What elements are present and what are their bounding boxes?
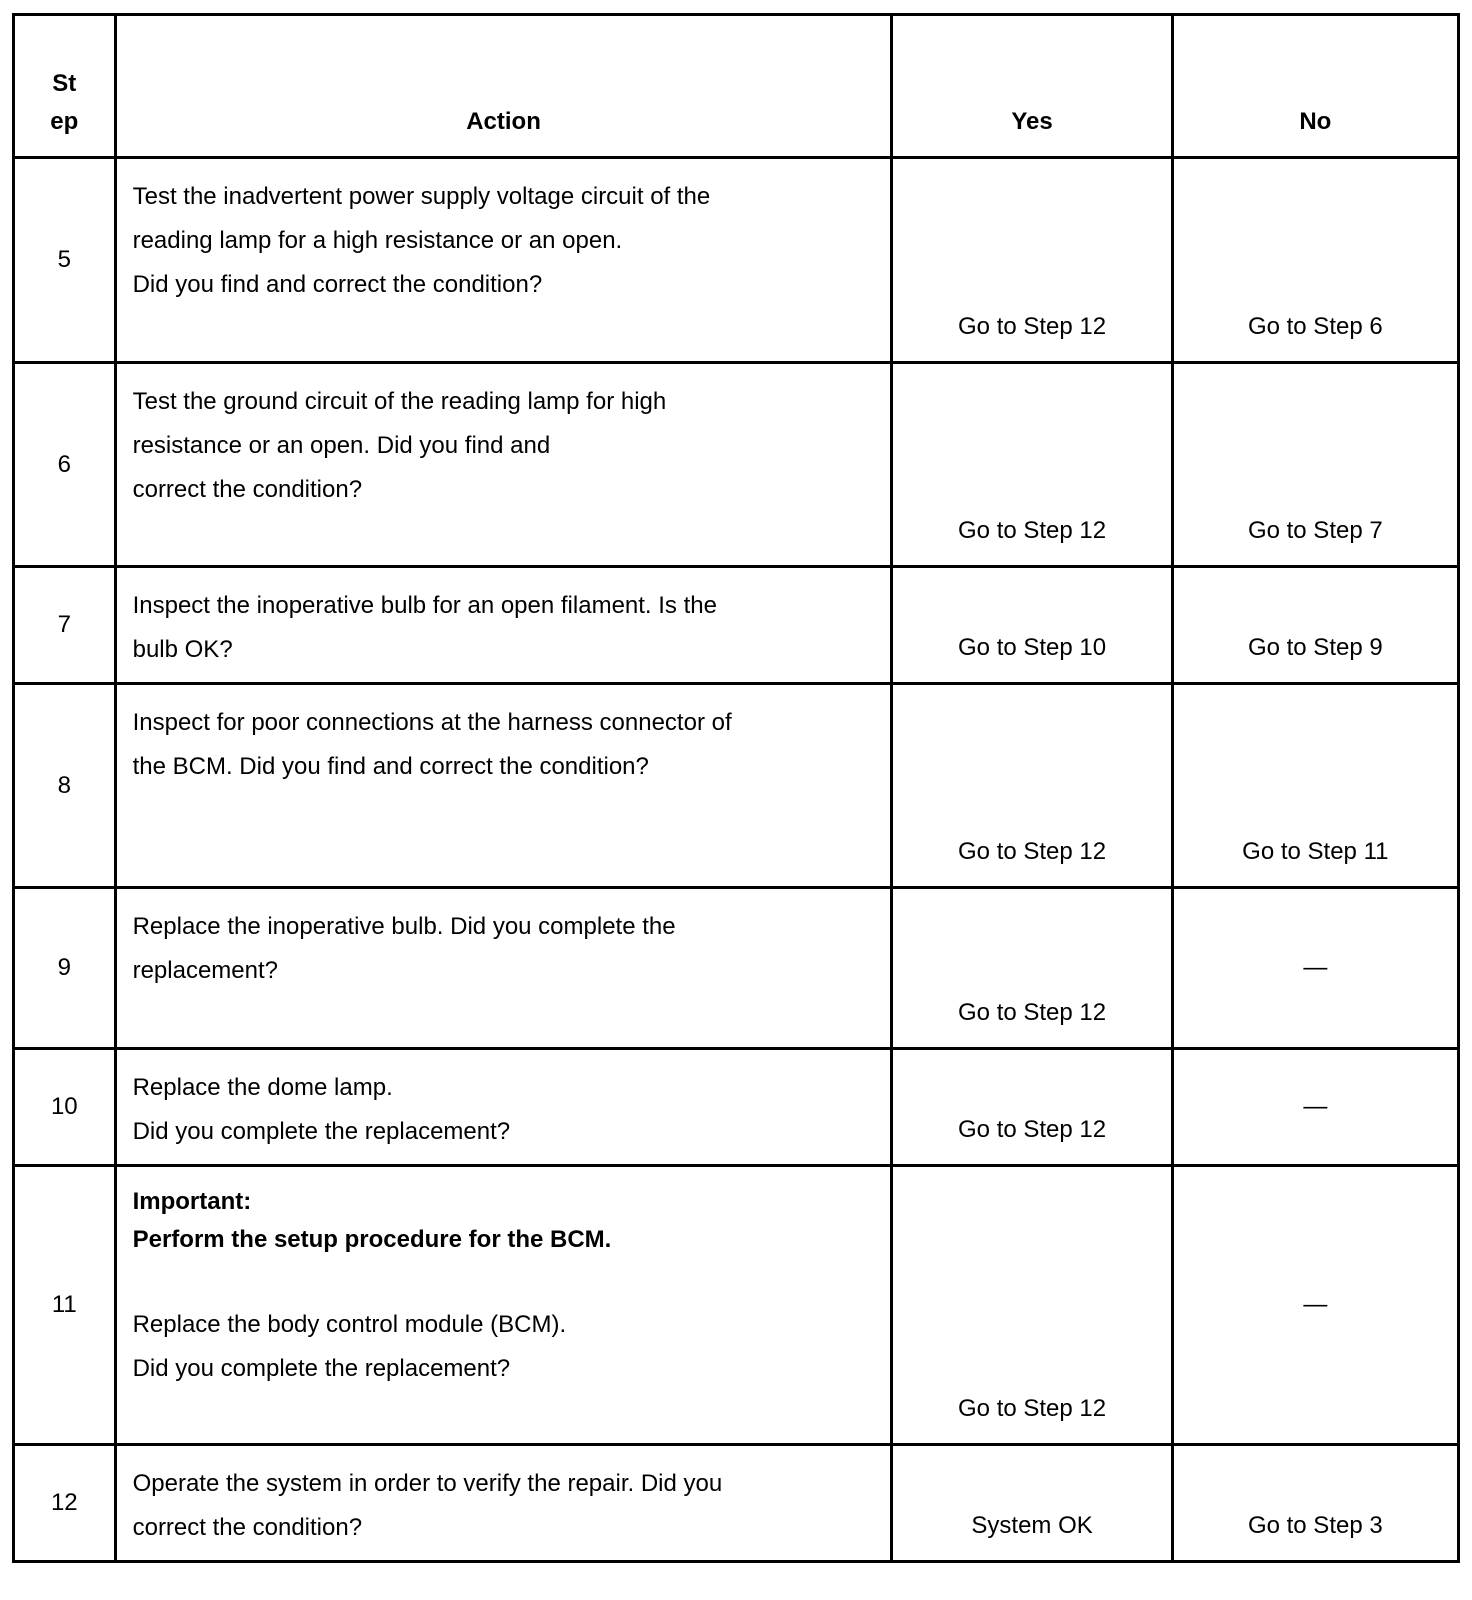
action-line: resistance or an open. Did you find and <box>132 432 551 459</box>
no-result: — <box>1172 1049 1458 1166</box>
action-line: Test the ground circuit of the reading lamp for high <box>132 388 667 415</box>
table-row <box>14 158 1459 363</box>
action-line: Replace the dome lamp. <box>132 1074 393 1101</box>
action-line: Inspect for poor connections at the harness connector of <box>132 709 732 736</box>
header-step-line2: ep <box>50 108 79 135</box>
header-row <box>14 15 1459 158</box>
table-row <box>14 888 1459 1049</box>
header-no: No <box>1172 15 1458 158</box>
header-step <box>14 15 116 158</box>
diagnostic-table <box>12 13 1460 1563</box>
yes-result: Go to Step 12 <box>892 684 1172 888</box>
step-number: 7 <box>14 567 116 684</box>
action-cell <box>115 1445 892 1562</box>
step-number: 9 <box>14 888 116 1049</box>
step-number: 5 <box>14 158 116 363</box>
table-row <box>14 363 1459 567</box>
no-result: Go to Step 6 <box>1172 158 1458 363</box>
table-row <box>14 567 1459 684</box>
step-number: 8 <box>14 684 116 888</box>
action-cell <box>115 1166 892 1445</box>
yes-result: System OK <box>892 1445 1172 1562</box>
yes-result: Go to Step 12 <box>892 363 1172 567</box>
no-result: — <box>1172 1166 1458 1445</box>
action-line: the BCM. Did you find and correct the condition? <box>132 753 649 780</box>
important-label: Important: <box>132 1188 252 1215</box>
yes-result: Go to Step 12 <box>892 888 1172 1049</box>
action-line: Replace the body control module (BCM). <box>132 1311 567 1338</box>
step-number: 12 <box>14 1445 116 1562</box>
action-line: Did you find and correct the condition? <box>132 271 543 298</box>
step-number: 11 <box>14 1166 116 1445</box>
step-number: 6 <box>14 363 116 567</box>
action-cell <box>115 1049 892 1166</box>
action-line: correct the condition? <box>132 476 363 503</box>
action-line: reading lamp for a high resistance or an open. <box>132 227 623 254</box>
no-result: Go to Step 7 <box>1172 363 1458 567</box>
header-action: Action <box>115 15 892 158</box>
action-line: Replace the inoperative bulb. Did you complete the <box>132 913 676 940</box>
header-step-line1: St <box>52 70 77 97</box>
important-text: Perform the setup procedure for the BCM. <box>132 1226 612 1253</box>
action-line: Did you complete the replacement? <box>132 1355 511 1382</box>
yes-result: Go to Step 10 <box>892 567 1172 684</box>
no-result: Go to Step 9 <box>1172 567 1458 684</box>
action-cell <box>115 567 892 684</box>
action-line: Did you complete the replacement? <box>132 1118 511 1145</box>
action-line: bulb OK? <box>132 636 233 663</box>
no-result: — <box>1172 888 1458 1049</box>
action-line: Inspect the inoperative bulb for an open filament. Is the <box>132 592 717 619</box>
action-line: Test the inadvertent power supply voltage circuit of the <box>132 183 711 210</box>
action-line: correct the condition? <box>132 1514 363 1541</box>
table-row <box>14 1166 1459 1445</box>
header-yes: Yes <box>892 15 1172 158</box>
yes-result: Go to Step 12 <box>892 1166 1172 1445</box>
yes-result: Go to Step 12 <box>892 1049 1172 1166</box>
spacer <box>133 1259 877 1303</box>
no-result: Go to Step 11 <box>1172 684 1458 888</box>
table-row <box>14 1445 1459 1562</box>
action-cell <box>115 888 892 1049</box>
action-line: replacement? <box>132 957 279 984</box>
action-cell <box>115 684 892 888</box>
step-number: 10 <box>14 1049 116 1166</box>
action-cell <box>115 363 892 567</box>
action-line: Operate the system in order to verify the repair. Did you <box>132 1470 723 1497</box>
table-row <box>14 1049 1459 1166</box>
action-cell <box>115 158 892 363</box>
no-result: Go to Step 3 <box>1172 1445 1458 1562</box>
table-row <box>14 684 1459 888</box>
yes-result: Go to Step 12 <box>892 158 1172 363</box>
